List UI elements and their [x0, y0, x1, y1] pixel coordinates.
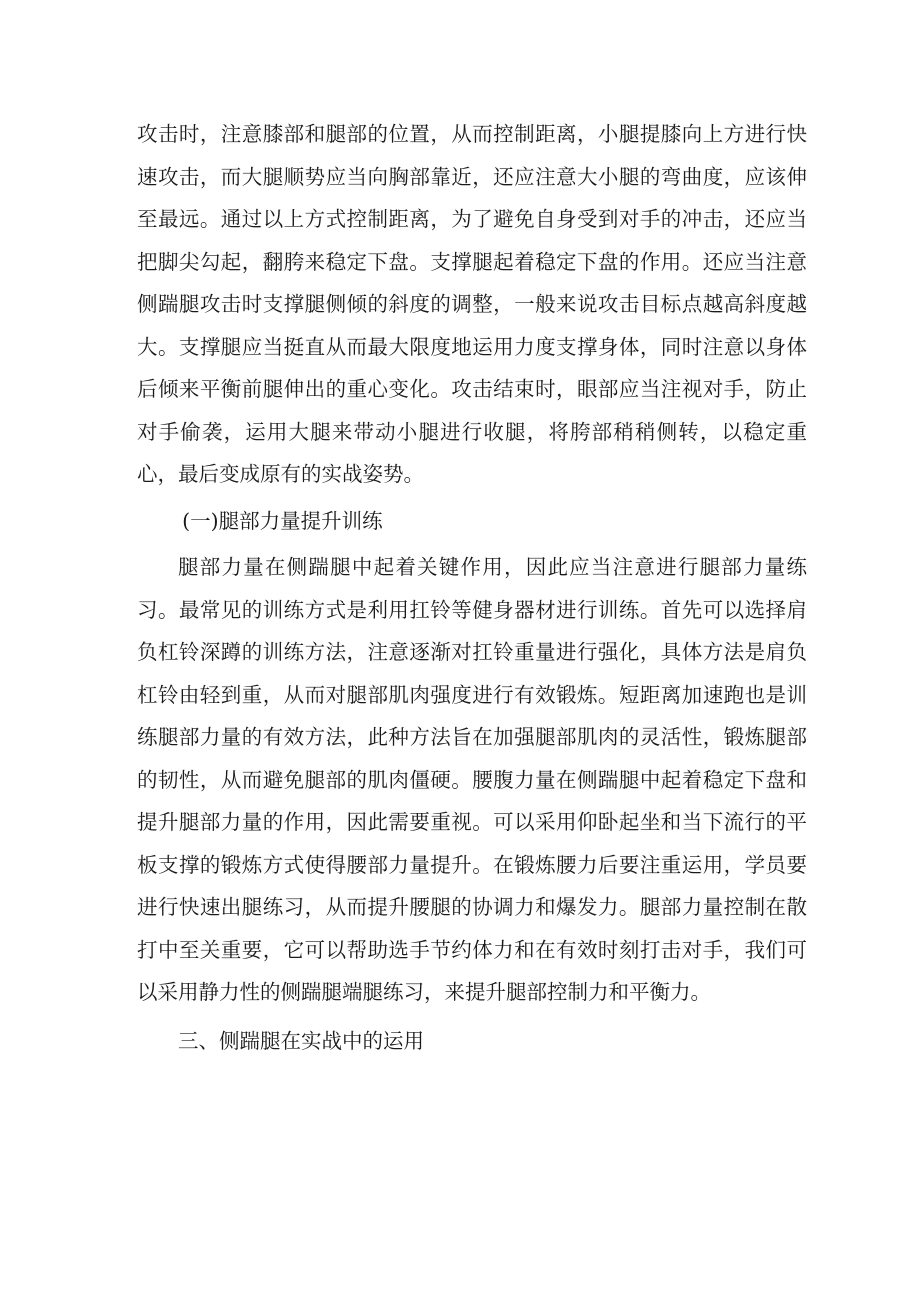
document-body [137, 113, 807, 1062]
body-paragraph: 腿部力量在侧踹腿中起着关键作用，因此应当注意进行腿部力量练习。最常见的训练方式是利用扛铃等健身器材进行训练。首先可以选择肩负杠铃深蹲的训练方法，注意逐渐对扛铃重量进行强化，具体方法是肩负杠铃由轻到重，从而对腿部肌肉强度进行有效锻炼。短距离加速跑也是训练腿部力量的有效方法，此种方法旨在加强腿部肌肉的灵活性，锻炼腿部的韧性，从而避免腿部的肌肉僵硬。腰腹力量在侧踹腿中起着稳定下盘和提升腿部力量的作用，因此需要重视。可以采用仰卧起坐和当下流行的平板支撑的锻炼方式使得腰部力量提升。在锻炼腰力后要注重运用，学员要进行快速出腿练习，从而提升腰腿的协调力和爆发力。腿部力量控制在散打中至关重要，它可以帮助选手节约体力和在有效时刻打击对手，我们可以采用静力性的侧踹腿端腿练习，来提升腿部控制力和平衡力。 [137, 555, 807, 1004]
section-heading: 三、侧踹腿在实战中的运用 [178, 1028, 424, 1053]
subsection-heading: (一)腿部力量提升训练 [182, 508, 383, 533]
body-paragraph-continued: 攻击时，注意膝部和腿部的位置，从而控制距离，小腿提膝向上方进行快速攻击，而大腿顺势应当向胸部靠近，还应注意大小腿的弯曲度，应该伸至最远。通过以上方式控制距离，为了避免自身受到对手的冲击，还应当把脚尖勾起，翻胯来稳定下盘。支撑腿起着稳定下盘的作用。还应当注意侧踹腿攻击时支撑腿侧倾的斜度的调整，一般来说攻击目标点越高斜度越大。支撑腿应当挺直从而最大限度地运用力度支撑身体，同时注意以身体后倾来平衡前腿伸出的重心变化。攻击结束时，眼部应当注视对手，防止对手偷袭，运用大腿来带动小腿进行收腿，将胯部稍稍侧转，以稳定重心，最后变成原有的实战姿势。 [137, 122, 807, 486]
